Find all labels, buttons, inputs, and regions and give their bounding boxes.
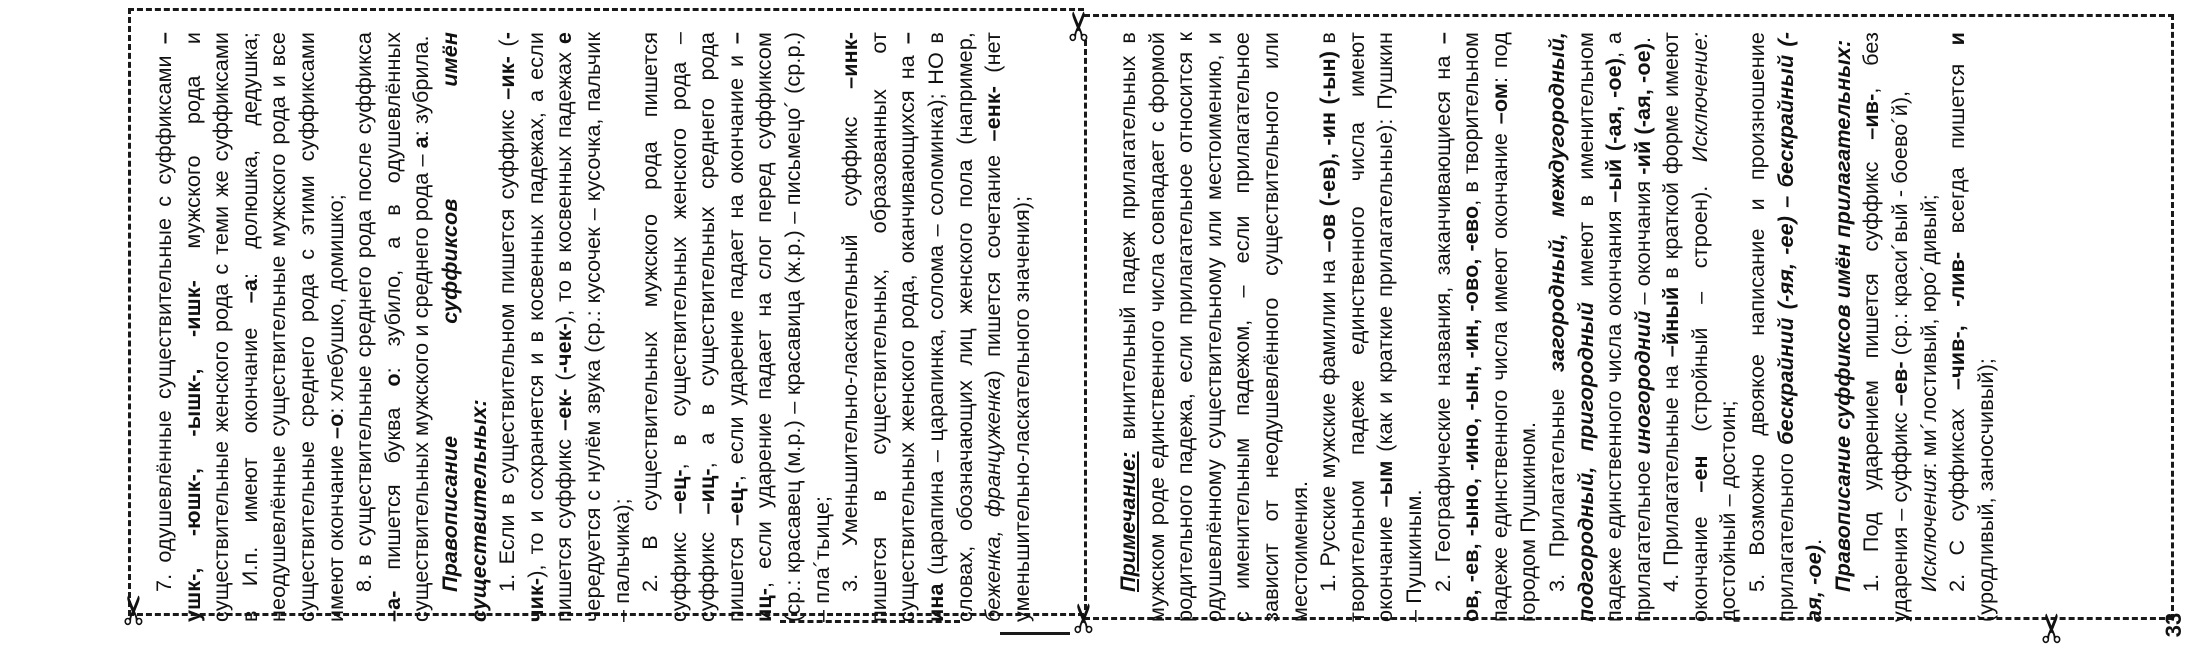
text-run: винительный падеж прилагательных в мужском роде единственного числа совпадает с формой родительного падежа, если прилагательное относится к одушевлённому существительному или местоимению, и с именительным падежом, – если прилагательное зависит от неодушевлённого существительного или местоимения.: [1115, 32, 1312, 622]
text-run: –ив-: [1858, 93, 1884, 140]
text-run: : хлебушко, домишко;: [322, 194, 348, 414]
rule-paragraph-3: [836, 32, 1036, 622]
text-run: –а: [236, 279, 262, 304]
text-run: а: [408, 136, 434, 149]
text-run: –ек-: [551, 388, 577, 431]
text-run: -чик-: [494, 31, 548, 622]
text-run: –ик-: [494, 56, 520, 100]
text-run: имеют в именительном падеже единственного числа окончания: [1572, 32, 1627, 622]
text-run: 2. С суффиксах: [1944, 390, 1970, 592]
rule-line-bottom: [1000, 632, 1070, 635]
text-run: , а в существительных среднего рода пишется: [694, 32, 748, 622]
text-run: е: [551, 32, 577, 45]
text-run: –а-: [379, 590, 405, 622]
text-run: –ев-: [1887, 361, 1913, 407]
text-run: (: [494, 39, 520, 57]
text-run: : долюшка, дедушка; неодушевлённые существительные мужского рода и все существительные среднего рода с этими суффиксами имеют окончание: [236, 32, 348, 622]
text-run: –ец-: [722, 481, 748, 527]
rule-paragraph-2: [1429, 32, 1543, 622]
text-run: Исключения: [1915, 468, 1941, 592]
text-run: –йный: [1658, 286, 1684, 358]
note-paragraph: [1114, 32, 1314, 622]
text-run: 2. Географические названия, заканчивающиеся на: [1429, 44, 1455, 592]
text-run: –чив-, -лив-: [1944, 251, 1970, 391]
text-run: –ым: [1372, 460, 1398, 508]
text-run: –ушк-, -юшк-, -ышк-, -ишк-: [151, 32, 205, 622]
scissors-icon: ✂: [1056, 9, 1103, 43]
text-run: 2. В существительных мужского рода пишется суффикс: [637, 32, 691, 622]
text-run: пишется в существительных, образованных от существительных женского рода, оканчивающихся на: [865, 32, 920, 622]
text-run: всегда пишется: [1944, 45, 1970, 252]
text-run: и: [1944, 32, 1970, 46]
text-run: Исключение:: [1686, 32, 1712, 163]
scissors-icon: ✂: [111, 593, 158, 627]
text-run: , в творительном падеже единственного числа имеют окончание: [1458, 32, 1512, 622]
text-run: , если ударение падает на слог перед суффиксом (ср.: красавец (м.р.) – красавица (ж.р.) – письмецо´ (ср.р.) – пла´тьице;: [751, 32, 834, 622]
text-run: 3. Прилагательные: [1543, 372, 1569, 592]
text-run: иногородний: [1629, 310, 1655, 455]
section-heading-adjective-suffixes: Правописание суффиксов имён прилагательных:: [1829, 39, 1855, 592]
section-heading-noun-suffixes: Правописание суффиксов имён существительных:: [436, 32, 491, 622]
text-run: ) пишется сочетание: [980, 141, 1006, 378]
text-run: –ец-: [665, 469, 691, 515]
text-run: , а прилагательное: [1601, 32, 1655, 622]
text-run: : под городом Пушкином.: [1486, 32, 1541, 622]
text-run: -ий (-ая, -ое): [1629, 42, 1655, 175]
text-run: загородный, междугородный, подгородный, пригородный: [1543, 32, 1598, 622]
text-run: –ина: [894, 32, 949, 622]
text-run: , без ударения – суффикс: [1858, 31, 1913, 622]
text-run: : ми´лостивый, юро´дивый;: [1915, 194, 1941, 469]
text-run: ), то в косвенных падежах: [551, 44, 577, 324]
card-adjective-rules: [1114, 32, 2000, 622]
text-run: достойный – достоин;: [1715, 400, 1741, 622]
text-run: –ом: [1486, 83, 1512, 125]
suffix-rule-2: [1943, 32, 2000, 622]
card-noun-suffixes: [150, 32, 1036, 622]
scissors-icon: ✂: [2029, 611, 2076, 645]
text-run: мужского рода и существительные женского рода с теми же суффиксами в И.п. имеют окончание: [179, 32, 262, 622]
text-run: -чек-: [551, 323, 577, 374]
rule-paragraph-4: [1657, 32, 1743, 622]
text-run: .: [1629, 36, 1655, 43]
text-run: 4. Прилагательные на: [1658, 357, 1684, 592]
rule-paragraph-7: [150, 32, 350, 622]
text-run: , в существительных женского рода – суффикс: [665, 32, 720, 622]
text-run: беженка, француженка: [980, 377, 1006, 622]
text-run: –иц-: [722, 32, 777, 622]
text-run: –инк-: [837, 32, 863, 89]
page-number: 33: [2161, 612, 2187, 638]
text-run: 1. Под ударением пишется суффикс: [1858, 139, 1884, 592]
rule-paragraph-3: [1543, 32, 1657, 622]
rule-paragraph-2: [636, 32, 836, 622]
text-run: –ый (-ая, -ое): [1601, 57, 1627, 203]
text-run: : зубрила.: [408, 35, 434, 137]
text-run: –иц-: [694, 468, 720, 515]
text-run: (как и краткие прилагательные): Пушкин – Пушкиным.: [1372, 31, 1426, 622]
text-run: –о: [322, 413, 348, 439]
text-run: –ов, -ев, -ыно, -ино, -ын, -ин, -ово, -ево: [1429, 32, 1484, 622]
text-run: , если ударение падает на окончание и: [722, 44, 748, 482]
text-run: 5. Возможно двоякое написание и произношение прилагательного: [1744, 32, 1798, 622]
cut-line-middle: [1084, 40, 1087, 610]
text-run: 8. в существительные среднего рода после суффикса: [351, 32, 377, 592]
text-run: 1. Если в существительном пишется суффикс: [494, 99, 520, 592]
text-run: бескрайний (-яя, -ее) – бескрайный (-ая, -ое): [1772, 31, 1827, 622]
text-run: (уродливый, заносчивый);: [1972, 358, 1998, 622]
suffix-rule-1: [1857, 32, 1914, 622]
text-run: : зубило, а в одушевлённых существительных мужского и среднего рода –: [379, 32, 434, 622]
text-run: о: [379, 373, 405, 387]
text-run: пишется буква: [379, 386, 405, 591]
text-run: в краткой форме имеют окончание: [1658, 32, 1712, 622]
rule-paragraph-1: [1314, 32, 1428, 622]
text-run: 7. одушевлённые существительные с суффиксами: [151, 44, 176, 592]
text-run: Примечание:: [1115, 451, 1140, 592]
scissors-icon: ✂: [1061, 601, 1108, 635]
text-run: в творительном падеже единственного числа имеют окончание: [1315, 32, 1398, 622]
text-run: (царапина – царапинка, солома – соломинка); НО в словах, обозначающих лиц женского пола (например,: [923, 32, 977, 622]
text-run: –ов (-ев), -ин (-ын): [1315, 50, 1341, 253]
rule-paragraph-5: [1743, 32, 1829, 622]
text-run: (нет уменьшительно-ласкательного значения);: [980, 32, 1034, 622]
text-run: ), то и сохраняется и в косвенных падежах, а если пишется суффикс: [522, 32, 577, 622]
text-run: (ср.: краси´вый - боево´й),: [1887, 90, 1913, 362]
text-run: чередуется с нулём звука (ср.: кусочек – кусочка, пальчик – пальчика);: [579, 32, 634, 622]
text-run: (: [551, 373, 577, 389]
text-run: 3. Уменьшительно-ласкательный суффикс: [837, 88, 863, 592]
rule-paragraph-8: [350, 32, 436, 622]
text-run: .: [1801, 538, 1827, 545]
text-run: (стройный – строен).: [1686, 162, 1712, 456]
text-run: –енк-: [980, 85, 1006, 142]
text-run: 1. Русские мужские фамилии на: [1315, 252, 1341, 592]
text-run: – окончания: [1629, 174, 1655, 311]
exceptions-line: [1915, 32, 1944, 622]
text-run: –ен: [1686, 455, 1712, 493]
rule-paragraph-1: [493, 32, 636, 622]
